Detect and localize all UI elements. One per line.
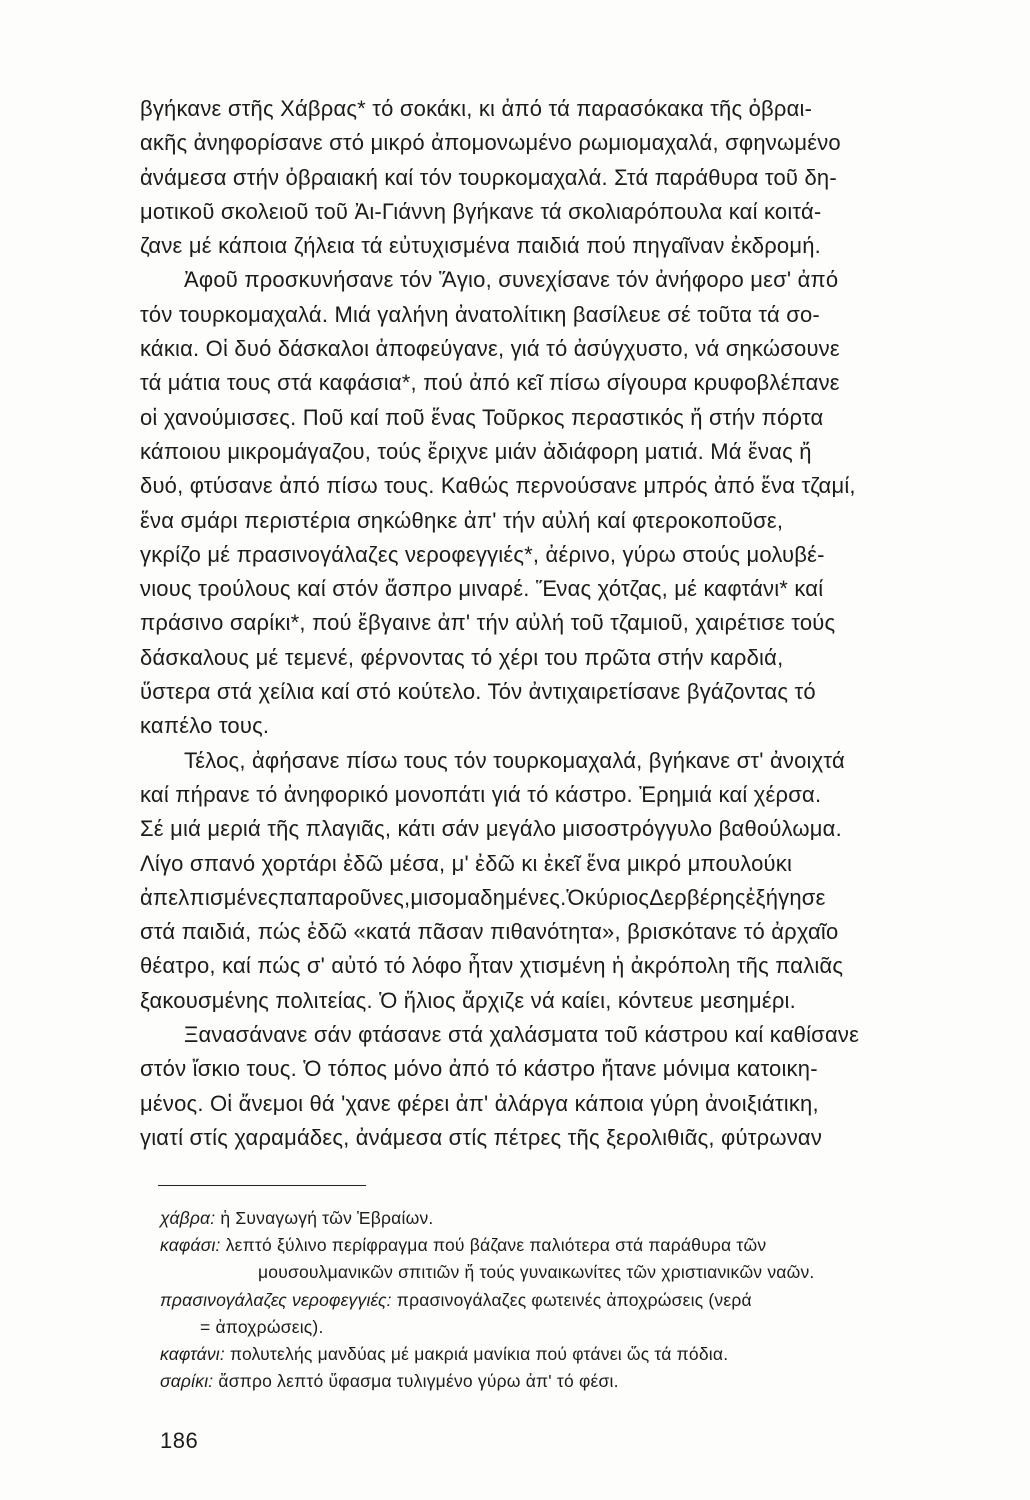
text-line: στόν ἴσκιο τους. Ὁ τόπος μόνο ἀπό τό κάστρο ἤτανε μόνιμα κατοικη- <box>140 1056 818 1082</box>
text-line: μοτικοῦ σκολειοῦ τοῦ Ἀι-Γιάννη βγήκανε τά σκολιαρόπουλα καί κοιτά- <box>140 198 822 224</box>
text-line: ἕνα σμάρι περιστέρια σηκώθηκε ἀπ' τήν αὐλή καί φτεροκοποῦσε, <box>140 507 784 533</box>
text-line: τόν τουρκομαχαλά. Μιά γαλήνη ἀνατολίτικη βασίλευε σέ τοῦτα τά σο- <box>140 301 820 327</box>
text-line: Λίγο σπανό χορτάρι ἐδῶ μέσα, μ' ἐδῶ κι ἐκεῖ ἕνα μικρό μπουλούκι <box>140 850 793 876</box>
footnote-term: καφτάνι: <box>160 1343 225 1364</box>
text-line: γιατί στίς χαραμάδες, ἀνάμεσα στίς πέτρες τῆς ξερολιθιᾶς, φύτρωναν <box>140 1124 823 1150</box>
text-line: δυό, φτύσανε ἀπό πίσω τους. Καθώς περνούσανε μπρός ἀπό ἕνα τζαμί, <box>140 473 856 499</box>
footnote-continuation: μουσουλμανικῶν σπιτιῶν ἤ τούς γυναικωνίτες τῶν χριστιανικῶν ναῶν. <box>258 1262 815 1283</box>
text-line: ζανε μέ κάποια ζήλεια τά εὐτυχισμένα παιδιά πού πηγαῖναν ἐκδρομή. <box>140 233 821 259</box>
text-line: ακῆς ἀνηφορίσανε στό μικρό ἀπομονωμένο ρωμιομαχαλά, σφηνωμένο <box>140 130 841 156</box>
footnote-term: καφάσι: <box>160 1235 221 1256</box>
text-line: βγήκανε στῆς Χάβρας* τό σοκάκι, κι ἀπό τά παρασόκακα τῆς ὀβραι- <box>140 96 813 121</box>
text-line: οἱ χανούμισσες. Ποῦ καί ποῦ ἕνας Τοῦρκος περαστικός ἤ στήν πόρτα <box>140 404 824 430</box>
footnote-entry <box>160 1287 1010 1314</box>
footnote-entry <box>160 1368 1010 1395</box>
text-line: ὕστερα στά χείλια καί στό κούτελο. Τόν ἀντιχαιρετίσανε βγάζοντας τό <box>140 679 816 705</box>
footnote-entry <box>160 1341 1010 1368</box>
page-number: 186 <box>160 1428 199 1453</box>
text-line: ξακουσμένης πολιτείας. Ὁ ἥλιος ἄρχιζε νά καίει, κόντευε μεσημέρι. <box>140 987 796 1013</box>
text-line: θέατρο, καί πώς σ' αὐτό τό λόφο ἦταν χτισμένη ἡ ἀκρόπολη τῆς παλιᾶς <box>140 953 844 979</box>
text-line: δάσκαλους μέ τεμενέ, φέρνοντας τό χέρι του πρῶτα στήν καρδιά, <box>140 644 784 670</box>
footnote-entry <box>160 1232 1010 1259</box>
footnote-term: πρασινογάλαζες νεροφεγγιές: <box>160 1289 392 1310</box>
footnote-definition: λεπτό ξύλινο περίφραγμα πού βάζανε παλιότερα στά παράθυρα τῶν <box>225 1235 767 1256</box>
main-text <box>140 92 1010 1155</box>
text-line: τά μάτια τους στά καφάσια*, πού ἀπό κεῖ πίσω σίγουρα κρυφοβλέπανε <box>140 370 840 396</box>
text-line: Ξανασάνανε σάν φτάσανε στά χαλάσματα τοῦ κάστρου καί καθίσανε <box>184 1022 860 1048</box>
footnote-definition: ἄσπρο λεπτό ὕφασμα τυλιγμένο γύρω ἀπ' τό φέσι. <box>218 1371 619 1392</box>
text-line: γκρίζο μέ πρασινογάλαζες νεροφεγγιές*, ἀέρινο, γύρω στούς μολυβέ- <box>140 541 825 567</box>
footnote-definition: πολυτελής μανδύας μέ μακριά μανίκια πού φτάνει ὥς τά πόδια. <box>230 1343 729 1364</box>
text-line: μένος. Οἱ ἄνεμοι θά 'χανε φέρει ἀπ' ἀλάργα κάποια γύρη ἀνοιξιάτικη, <box>140 1090 819 1116</box>
text-line: Ἀφοῦ προσκυνήσανε τόν Ἅγιο, συνεχίσανε τόν ἀνήφορο μεσ' ἀπό <box>184 267 839 293</box>
text-line: πράσινο σαρίκι*, πού ἔβγαινε ἀπ' τήν αὐλή τοῦ τζαμιοῦ, χαιρέτισε τούς <box>140 610 836 636</box>
text-line: καπέλο τους. <box>140 713 270 739</box>
footnote-entry <box>160 1205 1010 1232</box>
text-line: κάκια. Οἱ δυό δάσκαλοι ἀποφεύγανε, γιά τό ἀσύγχυστο, νά σηκώσουνε <box>140 336 840 362</box>
text-line: Τέλος, ἀφήσανε πίσω τους τόν τουρκομαχαλά, βγήκανε στ' ἀνοιχτά <box>184 747 845 773</box>
footnotes <box>160 1205 1010 1395</box>
text-line: στά παιδιά, πώς ἐδῶ «κατά πᾶσαν πιθανότητα», βρισκότανε τό ἀρχαῖο <box>140 919 839 945</box>
text-line: Σέ μιά μεριά τῆς πλαγιᾶς, κάτι σάν μεγάλο μισοστρόγγυλο βαθούλωμα. <box>140 816 842 842</box>
text-line: καί πήρανε τό ἀνηφορικό μονοπάτι γιά τό κάστρο. Ἐρημιά καί χέρσα. <box>140 781 822 807</box>
footnote-definition: πρασινογάλαζες φωτεινές ἀποχρώσεις (νερά <box>396 1289 752 1310</box>
footnote-continuation: = ἀποχρώσεις). <box>200 1316 324 1337</box>
footnote-definition: ἡ Συναγωγή τῶν Ἑβραίων. <box>220 1208 434 1228</box>
text-line: ἀπελπισμένεςπαπαροῦνες,μισομαδημένες.ὉκύριοςΔερβέρηςἐξήγησε <box>140 884 826 910</box>
text-line: κάποιου μικρομάγαζου, τούς ἔριχνε μιάν ἀδιάφορη ματιά. Μά ἕνας ἤ <box>140 438 812 464</box>
footnote-term: χάβρα: <box>160 1208 216 1228</box>
footnote-term: σαρίκι: <box>160 1371 214 1392</box>
footnote-separator <box>158 1185 366 1186</box>
text-line: ἀνάμεσα στήν ὀβραιακή καί τόν τουρκομαχαλά. Στά παράθυρα τοῦ δη- <box>140 164 837 190</box>
text-line: νιους τρούλους καί στόν ἄσπρο μιναρέ. Ἕνας χότζας, μέ καφτάνι* καί <box>140 576 824 602</box>
